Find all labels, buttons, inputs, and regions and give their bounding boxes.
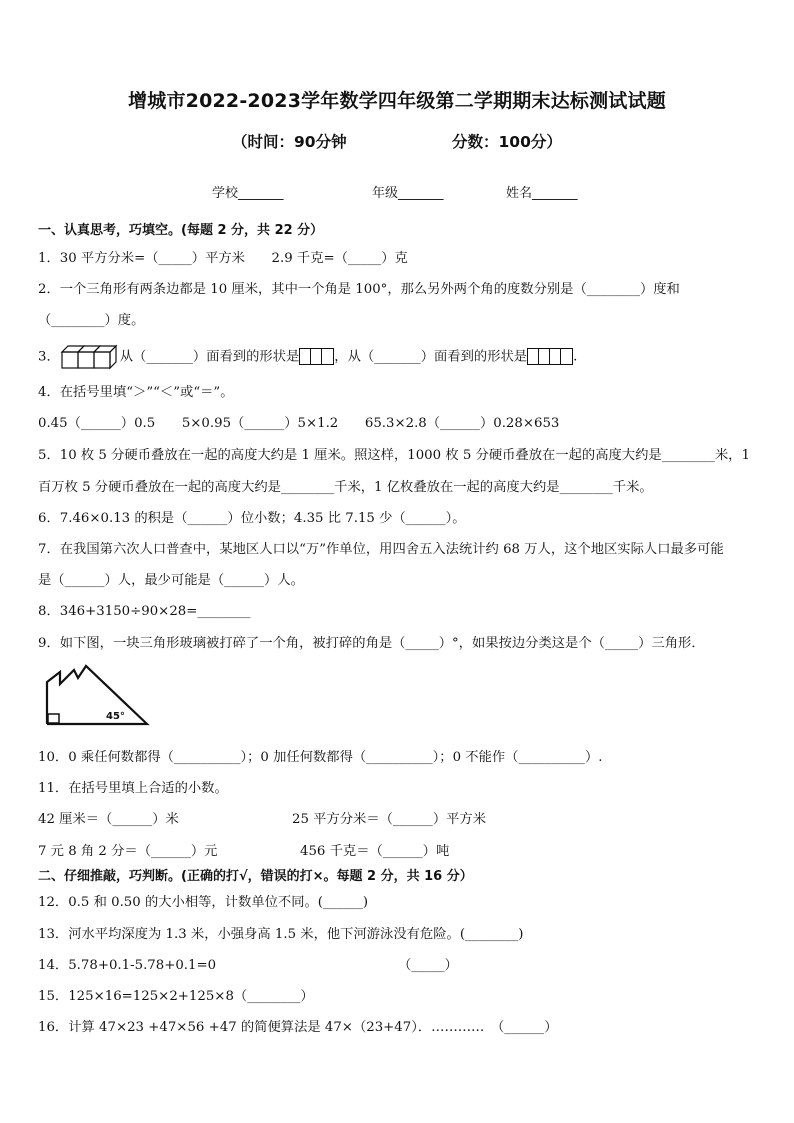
broken-triangle-figure: [44, 662, 152, 728]
section-1-heading: 一、认真思考，巧填空。(每题 2 分，共 22 分）: [38, 223, 324, 238]
question-12: 12．0.5 和 0.50 的大小相等，计数单位不同。(______): [38, 895, 369, 910]
question-3-part-2: ，从（_______）面看到的形状是: [334, 349, 528, 365]
question-1: 1．30 平方分米=（_____）平方米 2.9 千克=（_____）克: [38, 251, 408, 266]
question-15: 15．125×16=125×2+125×8（________）: [38, 989, 314, 1004]
page-title: 增城市2022-2023学年数学四年级第二学期期末达标测试试题: [128, 90, 666, 112]
question-11-a: 42 厘米＝（______）米: [38, 812, 179, 827]
question-11-c: 7 元 8 角 2 分＝（______）元: [38, 844, 218, 859]
school-field: 学校_______: [212, 186, 284, 201]
exam-time: （时间：90分钟: [232, 133, 347, 151]
question-6: 6．7.46×0.13 的积是（______）位小数；4.35 比 7.15 少（______）。: [38, 511, 466, 526]
four-square-view: [527, 348, 573, 365]
question-3-part-1: 从（_______）面看到的形状是: [119, 349, 300, 365]
question-4-items: 0.45（______）0.5 5×0.95（______）5×1.2 65.3×2.8（______）0.28×653: [38, 416, 560, 431]
question-3-end: .: [573, 349, 578, 365]
question-16: 16．计算 47×23 +47×56 +47 的简便算法是 47×（23+47）．………… （______）: [38, 1020, 558, 1035]
question-9: 9．如下图，一块三角形玻璃被打碎了一个角，被打碎的角是（_____）°，如果按边分类这是个（_____）三角形．: [38, 636, 705, 651]
section-2-heading: 二、仔细推敲，巧判断。(正确的打√，错误的打×。每题 2 分，共 16 分）: [38, 869, 473, 884]
cube-stack-figure: [60, 344, 120, 370]
question-14: 14．5.78+0.1-5.78+0.1=0: [38, 958, 217, 973]
question-7-line-1: 7．在我国第六次人口普查中，某地区人口以“万”作单位，用四舍五入法统计约 68 万人，这个地区实际人口最多可能: [38, 542, 724, 557]
question-11-d: 456 千克＝（______）吨: [300, 844, 450, 859]
exam-score: 分数：100分）: [452, 133, 562, 151]
question-2-line-1: 2．一个三角形有两条边都是 10 厘米，其中一个角是 100°，那么另外两个角的度数分别是（________）度和: [38, 282, 680, 297]
question-11-b: 25 平方分米＝（______）平方米: [292, 812, 487, 827]
question-11: 11．在括号里填上合适的小数。: [38, 781, 228, 796]
grade-field: 年级_______: [372, 186, 444, 201]
question-13: 13．河水平均深度为 1.3 米，小强身高 1.5 米，他下河游泳没有危险。(________): [38, 927, 524, 942]
angle-label: 45°: [106, 711, 125, 722]
question-5-line-1: 5．10 枚 5 分硬币叠放在一起的高度大约是 1 厘米。照这样，1000 枚 5 分硬币叠放在一起的高度大约是________米，1: [38, 448, 750, 463]
question-3: [38, 344, 577, 370]
question-3-number: 3．: [38, 349, 60, 365]
three-square-view: [299, 348, 334, 365]
question-4: 4．在括号里填“＞”“＜”或“＝”。: [38, 385, 234, 400]
question-10: 10．0 乘任何数都得（__________）；0 加任何数都得（__________）；0 不能作（__________）.: [38, 750, 603, 765]
question-7-line-2: 是（______）人，最少可能是（______）人。: [38, 573, 304, 588]
question-8: 8．346+3150÷90×28=________: [38, 604, 251, 619]
question-14-blank: （_____）: [398, 958, 458, 973]
question-2-line-2: （________）度。: [38, 313, 145, 328]
name-field: 姓名_______: [506, 186, 578, 201]
question-5-line-2: 百万枚 5 分硬币叠放在一起的高度大约是________千米，1 亿枚叠放在一起的高度大约是________千米。: [38, 480, 653, 495]
